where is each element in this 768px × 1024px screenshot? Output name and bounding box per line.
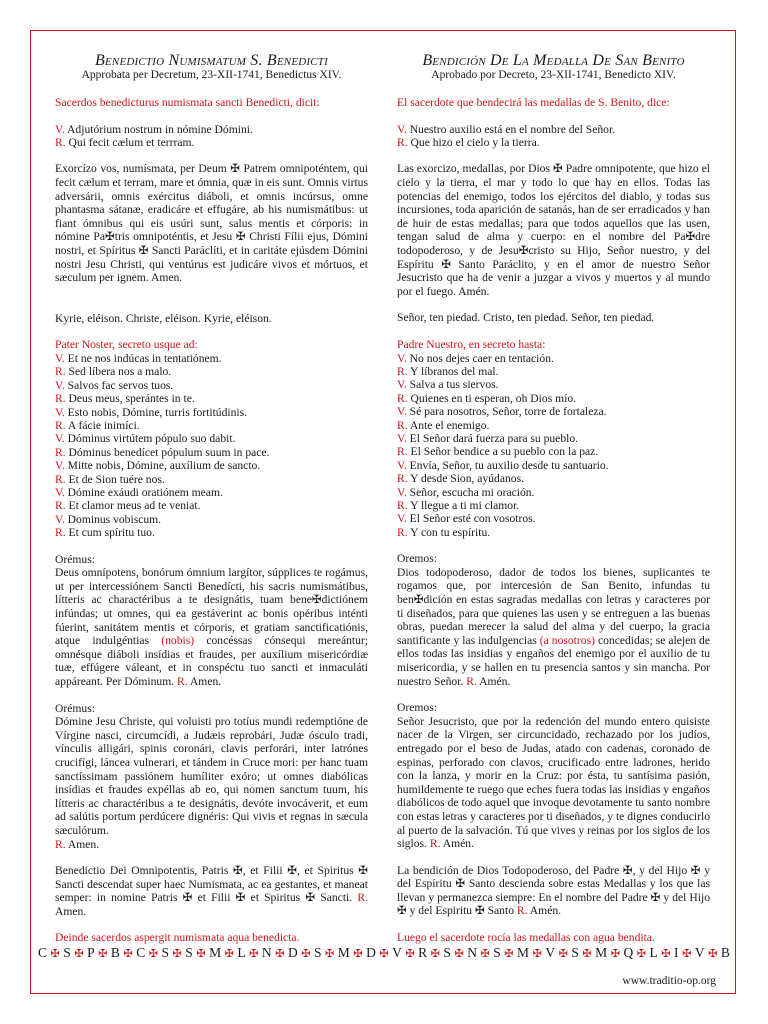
response-text: Et de Sion tuére nos. — [65, 472, 165, 486]
response-text: Señor, escucha mi oración. — [406, 485, 535, 499]
response-text: Salva a tus siervos. — [406, 378, 499, 392]
response-mark: V. — [55, 432, 65, 446]
response-line — [55, 406, 368, 419]
response-text: No nos dejes caer en tentación. — [406, 351, 554, 365]
response-mark: V. — [55, 405, 65, 419]
latin-oremus-2-amen: R. Amen. — [55, 837, 100, 851]
cross-icon: ✠ — [532, 947, 542, 960]
response-text: Mitte nobis, Dómine, auxílium de sancto. — [64, 459, 261, 473]
response-mark: R. — [397, 418, 408, 432]
medal-letter: I — [674, 945, 679, 960]
response-mark: V. — [397, 431, 407, 445]
medal-letter: S — [313, 945, 322, 960]
spanish-column — [397, 52, 710, 958]
cross-icon: ✠ — [636, 947, 646, 960]
response-line — [397, 445, 710, 458]
medal-letter: M — [209, 945, 222, 960]
response-text: Dominus vobiscum. — [64, 512, 162, 526]
latin-pater-rubric: Pater Noster, secreto usque ad: — [55, 338, 198, 352]
medal-letter: M — [337, 945, 350, 960]
response-text: Y líbranos del mal. — [407, 364, 499, 378]
response-line — [397, 365, 710, 378]
medal-letter: S — [63, 945, 71, 960]
response-mark: R. — [397, 472, 408, 486]
response-text: Y llegue a ti mi clamor. — [407, 499, 520, 512]
response-line — [397, 378, 710, 391]
response-line — [55, 352, 368, 365]
medal-letter: M — [595, 945, 608, 960]
medal-letter: D — [287, 945, 298, 960]
spanish-final-blessing: La bendición de Dios Todopoderoso, del Padre ✠, y del Hijo ✠ y del Espíritu ✠ Santo descienda sobre estas Medallas y los que las llevan y permanezca siempre: En el nombre del Padre ✠ y del Hijo ✠ y del Espiritu ✠ Santo R. Amén. — [397, 863, 710, 918]
response-mark: R. — [397, 525, 408, 539]
response-mark: R. — [397, 445, 408, 459]
response-mark: R. — [55, 472, 66, 486]
cross-icon: ✠ — [74, 947, 84, 960]
response-text: El Señor dará fuerza para su pueblo. — [406, 431, 579, 445]
cross-icon: ✠ — [148, 947, 158, 960]
response-mark: R. — [397, 391, 408, 405]
latin-v1-text: Adjutórium nostrum in nómine Dómini. — [67, 122, 253, 136]
spanish-versicle-1: V. Nuestro auxilio está en el nombre del Señor. R. Que hizo el cielo y la tierra. — [397, 122, 616, 149]
spanish-exorcism: Las exorcizo, medallas, por Dios ✠ Padre omnipotente, que hizo el cielo y la tierra, el mar y todo lo que hay en ellos. Todas las potencias del enemigo, todos los ejércitos del diablo, y todas sus incursiones, toda aparición de satanás, han de ser erradicados y han de huir de estas medallas; para que todos aquellos que las usen, tengan salud de alma y cuerpo: en el nombre del Pa✠dre todopoderoso, y de Jesu✠cristo su Hijo, Señor nuestro, y del Espíritu ✠ Santo Paráclito, y en el amor de nuestro Señor Jesucristo que ha de venir a juzgar a vivos y muertos y al mundo por el fuego. Amén. — [397, 162, 710, 298]
spanish-pater-rubric: Padre Nuestro, en secreto hasta: — [397, 337, 546, 351]
response-line — [397, 486, 710, 499]
response-line — [397, 405, 710, 418]
latin-r1-text: Qui fecit cælum et terrram. — [68, 136, 195, 149]
response-line — [55, 513, 368, 526]
response-text: Et cum spíritu tuo. — [65, 526, 155, 540]
medal-letter: V — [694, 945, 705, 960]
response-mark: V. — [55, 459, 65, 473]
spanish-r1-text: Que hizo el cielo y la tierra. — [410, 136, 540, 149]
latin-column — [55, 52, 368, 958]
cross-icon: ✠ — [610, 947, 620, 960]
latin-closing-rubric: Deinde sacerdos aspergit numismata aqua benedicta. — [55, 931, 300, 945]
response-text: Dóminus benedícet pópulum suum in pace. — [65, 445, 270, 459]
response-text: Dóminus virtútem pópulo suo dabit. — [64, 432, 236, 446]
response-text: Sed líbera nos a malo. — [65, 365, 172, 379]
cross-icon: ✠ — [172, 947, 182, 960]
cross-icon: ✠ — [405, 947, 415, 960]
cross-icon: ✠ — [430, 947, 440, 960]
medal-letter: S — [443, 945, 451, 960]
cross-icon: ✠ — [504, 947, 514, 960]
spanish-responses — [397, 352, 710, 540]
medal-letter: V — [545, 945, 556, 960]
medal-letter: N — [261, 945, 272, 960]
response-mark: R. — [55, 445, 66, 459]
response-line — [397, 432, 710, 445]
response-text: Quienes en ti esperan, oh Dios mío. — [407, 391, 577, 405]
medal-letter: N — [467, 945, 477, 960]
response-mark: V. — [397, 458, 407, 472]
spanish-title: Bendición De La Medalla De San Benito — [422, 52, 685, 69]
response-text: Salvos fac servos tuos. — [64, 378, 174, 392]
response-line — [55, 419, 368, 432]
response-mark: V. — [397, 512, 407, 526]
medal-letter: S — [493, 945, 501, 960]
cross-icon: ✠ — [224, 947, 234, 960]
latin-approbation: Approbata per Decretum, 23-XII-1741, Benedictus XIV. — [81, 69, 342, 81]
latin-exorcism: Exorcízo vos, numísmata, per Deum ✠ Patrem omnipoténtem, qui fecit cælum et terram, mare et ómnia, quæ in eis sunt. Omnis virtus adversárii, omnis exércitus diáboli, et omnis incúrsus, omne phantasma sátanæ, eradicáre et effugáre, ab his numismátibus: ut fiant ómnibus qui eis usúri sunt, salus mentis et córporis: in nómine Pa✠tris omnipoténtis, et Jesu ✠ Christi Fílii ejus, Dómini nostri, et Spíritus ✠ Sancti Paráclíti, et in caritáte ejúsdem Dómini nostri Jesu Christi, qui ventúrus est judicáre vivos et mórtuos, et sæculum per ignem. Amen. — [55, 162, 368, 285]
cross-icon: ✠ — [325, 947, 335, 960]
response-line — [55, 365, 368, 378]
response-line — [397, 472, 710, 485]
medal-letter: C — [136, 945, 146, 960]
latin-oremus-1: Deus omnípotens, bonórum ómnium largítor, súpplices te rogámus, ut per intercessiónem Sancti Benedícti, his sacris numismátibus, lítteris ac charactéribus a te designátis, tuam bene✠dictiónem infúndas; ut omnes, qui ea gestáverint ac bonis opéribus inténti fúerint, sanitátem mentis et córporis, et gratiam sanctificatiónis, atque indulgéntias (nobis) concéssas cónsequi mereántur; omnésque diáboli insídias et fraudes, per auxílium misericórdiæ tuæ, effúgere váleant, et in conspéctu tuo sancti et inmaculáti appáreant. Per Dóminum. R. Amen. — [55, 566, 368, 688]
latin-versicle-1: V. Adjutórium nostrum in nómine Dómini. R. Qui fecit cælum et terrram. — [55, 122, 253, 149]
medal-letter: S — [161, 945, 169, 960]
cross-icon: ✠ — [196, 947, 206, 960]
medal-letter: P — [87, 945, 95, 960]
response-line — [397, 512, 710, 525]
response-mark: V. — [397, 405, 407, 419]
spanish-oremus-2: Señor Jesucristo, que por la redención del mundo entero quisiste nacer de la Virgen, ser circuncidado, rechazado por los judíos, entregado por el beso de Judas, atado con cadenas, coronado de espinas, perforado con clavos, crucificado entre ladrones, herido con la lanza, y morir en la Cruz: por ésta, tu santísima pasión, humildemente te ruego que eches fuera todas las insidias y engaños diabólicos de todo aquel que invoque devotamente tu santo nombre con estas letras y caracteres por ti diseñados, y te dignes conducirlo al puerto de la salvación. Tú que vives y reinas por los siglos de los siglos. R. Amén. — [397, 714, 710, 851]
cross-icon: ✠ — [661, 947, 671, 960]
response-text: Et ne nos indúcas in tentatiónem. — [64, 351, 222, 365]
response-line — [55, 486, 368, 499]
response-line — [55, 526, 368, 539]
cross-icon: ✠ — [50, 947, 60, 960]
website-url[interactable]: www.traditio-op.org — [622, 975, 716, 987]
cross-icon: ✠ — [249, 947, 259, 960]
latin-oremus-2: Dómine Jesu Christe, qui voluisti pro totíus mundi redemptióne de Vírgine nasci, circumcídi, a Judæis reprobári, Judæ ósculo tradi, vínculis alligári, spinis coronári, clavis perforári, inter latrónes crucifígi, láncea vulnerari, et tándem in Cruce mori: per hanc tuam sanctíssimam passiónem humíliter exóro; ut omnes diabólicas insídias et fraudes expéllas ab eo, qui nomen sanctum tuum, his lítteris ac charactéribus a te designátis, devóte invocáverit, et eum ad salútis portum perdúcere dignéris: Qui vivis et regnas in sæcula sæculórum. — [55, 715, 368, 837]
response-mark: V. — [397, 378, 407, 392]
response-text: A fácie inimíci. — [65, 418, 140, 432]
latin-kyrie: Kyrie, eléison. Christe, eléison. Kyrie, eléison. — [55, 311, 272, 325]
medal-letter: B — [720, 945, 730, 960]
latin-title: Benedictio Numismatum S. Benedicti — [95, 52, 328, 69]
response-line — [397, 392, 710, 405]
response-line — [55, 379, 368, 392]
medal-letter: S — [185, 945, 193, 960]
cross-icon: ✠ — [682, 947, 692, 960]
medal-letter: B — [110, 945, 120, 960]
medal-letters-row — [38, 945, 730, 961]
medal-letter: V — [392, 945, 402, 960]
response-line — [397, 526, 710, 539]
response-line — [55, 473, 368, 486]
response-text: El Señor bendice a su pueblo con la paz. — [407, 445, 599, 459]
response-text: Sé para nosotros, Señor, torre de fortaleza. — [406, 405, 607, 419]
response-mark: R. — [55, 365, 66, 379]
response-mark: V. — [397, 351, 407, 365]
response-line — [55, 432, 368, 445]
medal-letter: L — [237, 945, 246, 960]
response-text: Ante el enemigo. — [407, 418, 490, 432]
cross-icon: ✠ — [123, 947, 133, 960]
latin-oremus-2-label: Orémus: — [55, 701, 95, 715]
response-text: Y con tu espíritu. — [407, 525, 491, 539]
response-mark: R. — [55, 418, 66, 432]
spanish-kyrie: Señor, ten piedad. Cristo, ten piedad. Señor, ten piedad. — [397, 311, 655, 325]
medal-letter: Q — [623, 945, 634, 960]
latin-final-blessing: Benedictio Dei Omnipotentis, Patris ✠, et Filii ✠, et Spiritus ✠ Sancti descendat super haec Numismata, ac ea gestantes, et maneat semper: in nomine Patris ✠ et Filii ✠ et Spiritus ✠ Sancti. R. Amen. — [55, 864, 368, 918]
response-mark: R. — [397, 364, 408, 378]
latin-nobis: (nobis) — [161, 634, 195, 648]
spanish-v1-text: Nuestro auxilio está en el nombre del Señor. — [409, 122, 616, 136]
spanish-rubric-intro: El sacerdote que bendecirá las medallas de S. Benito, dice: — [397, 96, 670, 109]
cross-icon: ✠ — [558, 947, 568, 960]
cross-icon: ✠ — [379, 947, 389, 960]
spanish-closing-rubric: Luego el sacerdote rocía las medallas con agua bendita. — [397, 931, 655, 945]
spanish-oremus-2-label: Oremos: — [397, 701, 437, 715]
spanish-oremus-1: Dios todopoderoso, dador de todos los bienes, suplicantes te rogamos que, por intercesión de San Benito, infundas tu ben✠dición en estas sagradas medallas con letras y caracteres por ti diseñados, para que quienes las usen y se entreguen a las buenas obras, puedan merecer la salud del alma y del cuerpo, la gracia santificante y las indulgencias (a nosotros) concedidas; se alejen de ellos todas las insidias y engaños del enemigo por el auxilio de tu misericordia, y se hallen en tu presencia santos y sin mancha. Por nuestro Señor. R. Amén. — [397, 565, 710, 688]
response-line — [397, 419, 710, 432]
response-mark: V. — [55, 378, 65, 392]
response-mark: R. — [55, 526, 66, 540]
response-text: Envía, Señor, tu auxilio desde tu santuario. — [406, 458, 609, 472]
response-mark: V. — [55, 351, 65, 365]
medal-letter: C — [38, 945, 48, 960]
spanish-oremus-1-label: Oremos: — [397, 552, 437, 566]
response-text: Y desde Sion, ayúdanos. — [407, 472, 524, 486]
cross-icon: ✠ — [301, 947, 311, 960]
response-line — [55, 446, 368, 459]
response-mark: R. — [397, 499, 408, 512]
response-line — [55, 392, 368, 405]
cross-icon: ✠ — [708, 947, 718, 960]
latin-oremus-1-label: Orémus: — [55, 552, 95, 566]
cross-icon: ✠ — [98, 947, 108, 960]
response-line — [397, 352, 710, 365]
medal-letter: D — [366, 945, 376, 960]
latin-responses — [55, 352, 368, 540]
cross-icon: ✠ — [582, 947, 592, 960]
response-line — [55, 499, 368, 512]
medal-letter: L — [649, 945, 658, 960]
cross-icon: ✠ — [454, 947, 464, 960]
medal-letter: R — [418, 945, 428, 960]
spanish-approbation: Aprobado por Decreto, 23-XII-1741, Benedicto XIV. — [431, 69, 676, 81]
response-text: Et clamor meus ad te veniat. — [65, 499, 201, 513]
response-text: Deus meus, sperántes in te. — [65, 392, 195, 406]
cross-icon: ✠ — [480, 947, 490, 960]
response-text: El Señor esté con vosotros. — [406, 512, 536, 526]
cross-icon: ✠ — [275, 947, 285, 960]
response-text: Dómine exáudi oratiónem meam. — [64, 486, 223, 499]
response-mark: R. — [55, 499, 66, 513]
response-line — [397, 459, 710, 472]
cross-icon: ✠ — [353, 947, 363, 960]
response-mark: V. — [397, 485, 407, 499]
latin-rubric-intro: Sacerdos benedicturus numismata sancti Benedicti, dicit: — [55, 96, 320, 109]
medal-letter: S — [571, 945, 579, 960]
medal-letter: M — [517, 945, 530, 960]
response-line — [397, 499, 710, 512]
response-line — [55, 459, 368, 472]
response-mark: V. — [55, 486, 65, 499]
response-mark: R. — [55, 392, 66, 406]
response-mark: V. — [55, 512, 65, 526]
response-text: Esto nobis, Dómine, turris fortitúdinis. — [64, 405, 248, 419]
spanish-a-nosotros: (a nosotros) — [539, 633, 595, 647]
